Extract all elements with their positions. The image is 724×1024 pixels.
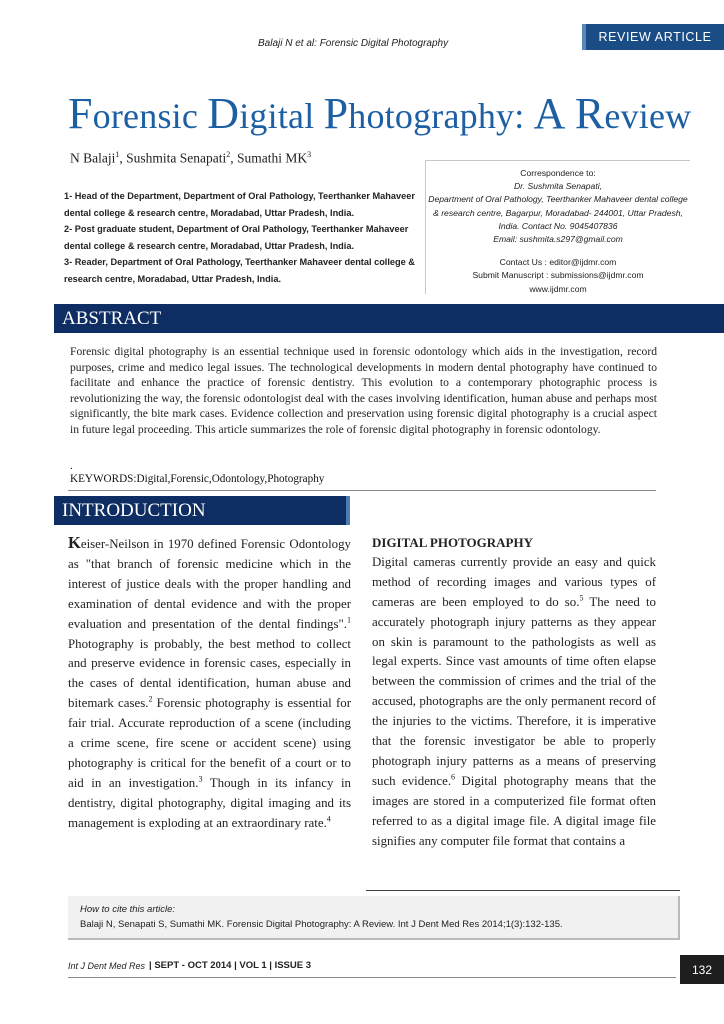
ref-3: 3 <box>198 774 203 784</box>
page-number: 132 <box>680 955 724 984</box>
citation-label: How to cite this article: <box>80 904 176 915</box>
correspondence-box <box>425 160 690 294</box>
citation-text: Balaji N, Senapati S, Sumathi MK. Forensic Digital Photography: A Review. Int J Dent Med Res 2014;1(3):132-135. <box>80 919 563 930</box>
drop-cap: K <box>68 533 81 552</box>
digital-photography-section <box>372 533 656 852</box>
correspondence-heading: Correspondence to: <box>520 168 596 178</box>
author-1-sup: 1 <box>115 150 120 159</box>
digital-photography-heading: DIGITAL PHOTOGRAPHY <box>372 535 533 550</box>
journal-website: www.ijdmr.com <box>529 283 587 294</box>
abstract-dot: . <box>70 460 73 472</box>
abstract-heading: ABSTRACT <box>54 304 724 333</box>
author-3: Sumathi MK <box>237 150 308 166</box>
title-cap-4: A <box>533 89 566 138</box>
ref-4: 4 <box>326 814 331 824</box>
footer-rule <box>68 977 676 978</box>
footer-issue: | SEPT - OCT 2014 | VOL 1 | ISSUE 3 <box>149 960 312 971</box>
footer-journal: Int J Dent Med Res <box>68 960 146 971</box>
correspondence-email: Email: sushmita.s297@gmail.com <box>493 234 623 245</box>
contact-us: Contact Us : editor@ijdmr.com <box>499 257 617 268</box>
title-cap-3: P <box>323 89 349 138</box>
running-head: Balaji N et al: Forensic Digital Photography <box>258 38 449 49</box>
ref-6: 6 <box>451 772 456 782</box>
title-rest-2: igital <box>239 96 324 136</box>
title-rest-3: hotography: <box>348 96 534 136</box>
article-type-badge: REVIEW ARTICLE <box>582 24 724 50</box>
digital-part-3: Digital photography means that the images are stored in a computerized file format often referred to as a digital image file. A digital image file signifies any computer file format that contains a <box>372 773 656 848</box>
intro-part-4: Though in its infancy in dentistry, digital photography, digital imaging and its management is exploding at an extraordinary rate. <box>68 775 351 830</box>
ref-1: 1 <box>347 615 351 625</box>
digital-part-1: Digital cameras currently provide an easy and quick method of recording images and various types of cameras are been employed to do so. <box>372 554 656 609</box>
ref-2: 2 <box>148 694 153 704</box>
section-divider <box>68 490 656 491</box>
page-footer <box>68 960 311 971</box>
affiliation-3: 3- Reader, Department of Oral Pathology, Teerthanker Mahaveer dental college & research centre, Moradabad, Uttar Pradesh, India. <box>64 257 415 284</box>
author-2-sup: 2 <box>226 150 231 159</box>
intro-part-2: Photography is probably, the best method to collect and preserve evidence in forensic cases, especially in the cases of dental identification, human abuse and bitemark cases. <box>68 636 351 711</box>
intro-part-3: Forensic photography is essential for fair trial. Accurate reproduction of a scene (including a crime scene, fire scene or accident scene) using photography is critical for the benefit of a court or to aid in an investigation. <box>68 696 351 790</box>
title-rest-4 <box>566 96 575 136</box>
intro-part-1: eiser-Neilson in 1970 defined Forensic Odontology as "that branch of forensic medicine which in the interest of justice deals with the proper handling and examination of dental evidence and with the proper evaluation and presentation of the dental findings". <box>68 537 351 631</box>
column-end-rule <box>366 890 680 891</box>
article-title <box>68 89 692 138</box>
affiliation-2: 2- Post graduate student, Department of Oral Pathology, Teerthanker Mahaveer dental college & research centre, Moradabad, Uttar Pradesh, India. <box>64 224 409 251</box>
title-cap-2: D <box>207 89 240 138</box>
author-3-sup: 3 <box>307 150 312 159</box>
affiliation-1: 1- Head of the Department, Department of Oral Pathology, Teerthanker Mahaveer dental college & research centre, Moradabad, Uttar Pradesh, India. <box>64 191 415 218</box>
citation-box <box>68 896 680 940</box>
digital-part-2: The need to accurately photograph injury patterns as they appear on skin is paramount to the pathologists as well as legal experts. Since vast amounts of time often elapse between the commission of crimes and the trial of the accused, photographs are the only permanent record of the injuries to the victims. Therefore, it is imperative that the forensic investigator be able to properly photograph injury patterns as a means of preserving such evidence. <box>372 594 657 788</box>
introduction-heading: INTRODUCTION <box>54 496 350 525</box>
affiliations <box>64 188 418 288</box>
title-cap-5: R <box>574 89 605 138</box>
correspondence-name: Dr. Sushmita Senapati, <box>513 181 603 192</box>
correspondence-address: Department of Oral Pathology, Teerthanker Mahaveer dental college & research centre, Bagarpur, Moradabad- 244001, Uttar Pradesh, India. Contact No. 9045407836 <box>428 194 688 231</box>
submit-manuscript: Submit Manuscript : submissions@ijdmr.com <box>472 270 644 281</box>
introduction-text <box>68 533 351 834</box>
author-1: N Balaji <box>70 150 116 166</box>
author-2: Sushmita Senapati <box>126 150 227 166</box>
ref-5: 5 <box>579 593 584 603</box>
title-rest-1: orensic <box>92 96 208 136</box>
abstract-text: Forensic digital photography is an essential technique used in forensic odontology which aids in the investigation, record purposes, crime and medico legal issues. The technological developments in modern dental photography have continued to facilitate and enhance the practice of forensic dentistry. This evolution to a contemporary photographic process is revolutionizing the way, the forensic odontologist deal with the cases involving identification, human abuse and perhaps most significantly, the bite mark cases. Evidence collection and preservation using forensic digital photography is a crucial aspect in future legal proceeding. This article summarizes the role of forensic digital photography in forensic odontology. <box>70 345 657 436</box>
title-rest-5: eview <box>604 96 692 136</box>
keywords: KEYWORDS:Digital,Forensic,Odontology,Photography <box>70 473 325 485</box>
title-cap-1: F <box>68 89 93 138</box>
author-list: N Balaji$^1$, Sushmita Senapati$^2$, Sumathi $MK^3$ <box>70 150 312 166</box>
